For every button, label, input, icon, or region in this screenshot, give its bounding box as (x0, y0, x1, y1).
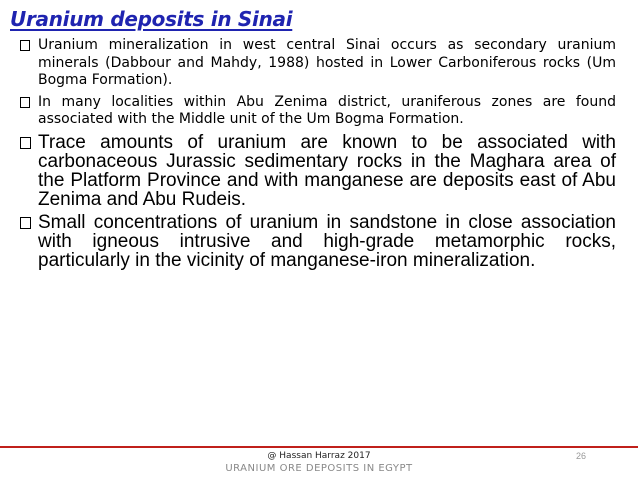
bullet-item (20, 94, 616, 129)
bullet-list (20, 37, 616, 270)
hollow-square-bullet-icon (20, 217, 31, 229)
bullet-item (20, 133, 616, 209)
slide-title: Uranium deposits in Sinai (10, 7, 293, 31)
bullet-item (20, 213, 616, 270)
bullet-text: Small concentrations of uranium in sandstone in close association with igneous intrusive and high-grade metamorphic rocks, particularly in the vicinity of manganese-iron mineralization. (38, 211, 616, 271)
footer-deck-title: URANIUM ORE DEPOSITS IN EGYPT (225, 463, 413, 474)
bullet-item (20, 37, 616, 90)
bullet-text: Trace amounts of uranium are known to be associated with carbonaceous Jurassic sedimentary rocks in the Maghara area of the Platform Province and with manganese are deposits east of Abu Zenima and Abu Rudeis. (38, 131, 616, 210)
page-number: 26 (576, 451, 587, 461)
hollow-square-bullet-icon (20, 97, 30, 108)
hollow-square-bullet-icon (20, 40, 30, 51)
bullet-text: In many localities within Abu Zenima district, uraniferous zones are found associated with the Middle unit of the Um Bogma Formation. (38, 93, 616, 127)
bullet-text: Uranium mineralization in west central Sinai occurs as secondary uranium minerals (Dabbour and Mahdy, 1988) hosted in Lower Carboniferous rocks (Um Bogma Formation). (38, 37, 616, 88)
hollow-square-bullet-icon (20, 137, 31, 149)
footer-divider (0, 446, 638, 448)
footer-credit: @ Hassan Harraz 2017 (267, 451, 371, 461)
